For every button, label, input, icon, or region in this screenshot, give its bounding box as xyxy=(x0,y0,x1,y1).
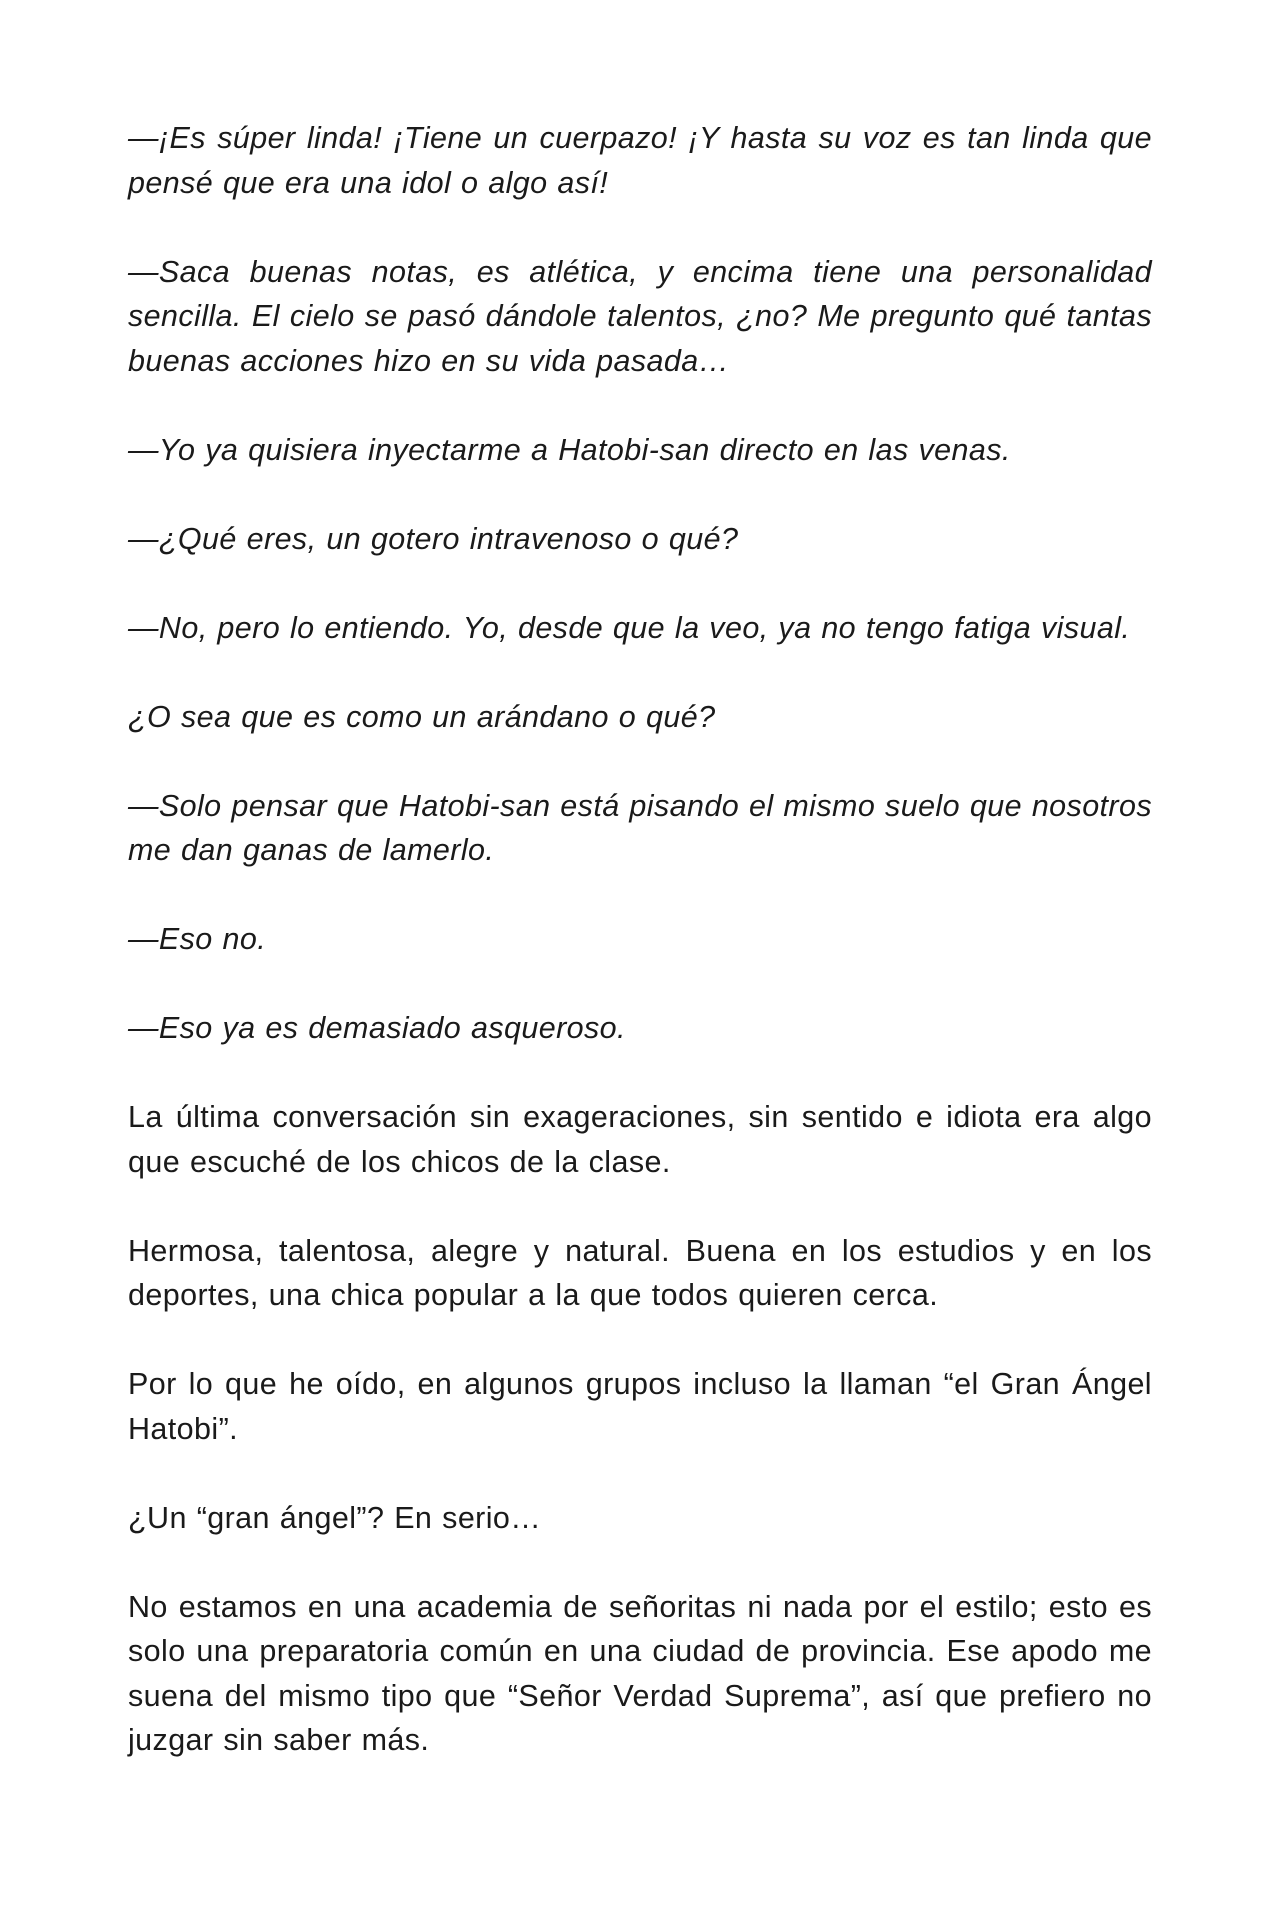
narration-paragraph: No estamos en una academia de señoritas ni nada por el estilo; esto es solo una preparatoria común en una ciudad de provincia. Ese apodo me suena del mismo tipo que “Señor Verdad Suprema”, así que prefiero no juzgar sin saber más. xyxy=(128,1589,1152,1757)
dialogue-paragraph: —Solo pensar que Hatobi-san está pisando el mismo suelo que nosotros me dan ganas de lamerlo. xyxy=(128,788,1152,867)
dialogue-paragraph: —¡Es súper linda! ¡Tiene un cuerpazo! ¡Y hasta su voz es tan linda que pensé que era una idol o algo así! xyxy=(128,121,1152,200)
narration-paragraph: Por lo que he oído, en algunos grupos incluso la llaman “el Gran Ángel Hatobi”. xyxy=(128,1367,1152,1446)
dialogue-paragraph: —Eso ya es demasiado asqueroso. xyxy=(128,1011,626,1045)
dialogue-paragraph: —Saca buenas notas, es atlética, y encima tiene una personalidad sencilla. El cielo se pasó dándole talentos, ¿no? Me pregunto qué tantas buenas acciones hizo en su vida pasada… xyxy=(128,254,1152,378)
narration-paragraph: Hermosa, talentosa, alegre y natural. Buena en los estudios y en los deportes, una chica popular a la que todos quieren cerca. xyxy=(128,1233,1152,1312)
narration-paragraph: ¿Un “gran ángel”? En serio… xyxy=(128,1500,542,1535)
dialogue-paragraph: —Yo ya quisiera inyectarme a Hatobi-san directo en las venas. xyxy=(128,432,1011,467)
narration-paragraph: La última conversación sin exageraciones, sin sentido e idiota era algo que escuché de los chicos de la clase. xyxy=(128,1100,1152,1179)
dialogue-paragraph: —¿Qué eres, un gotero intravenoso o qué? xyxy=(128,521,739,556)
dialogue-paragraph: ¿O sea que es como un arándano o qué? xyxy=(128,699,716,734)
dialogue-paragraph: —Eso no. xyxy=(128,922,267,956)
dialogue-paragraph: —No, pero lo entiendo. Yo, desde que la veo, ya no tengo fatiga visual. xyxy=(128,610,1131,645)
